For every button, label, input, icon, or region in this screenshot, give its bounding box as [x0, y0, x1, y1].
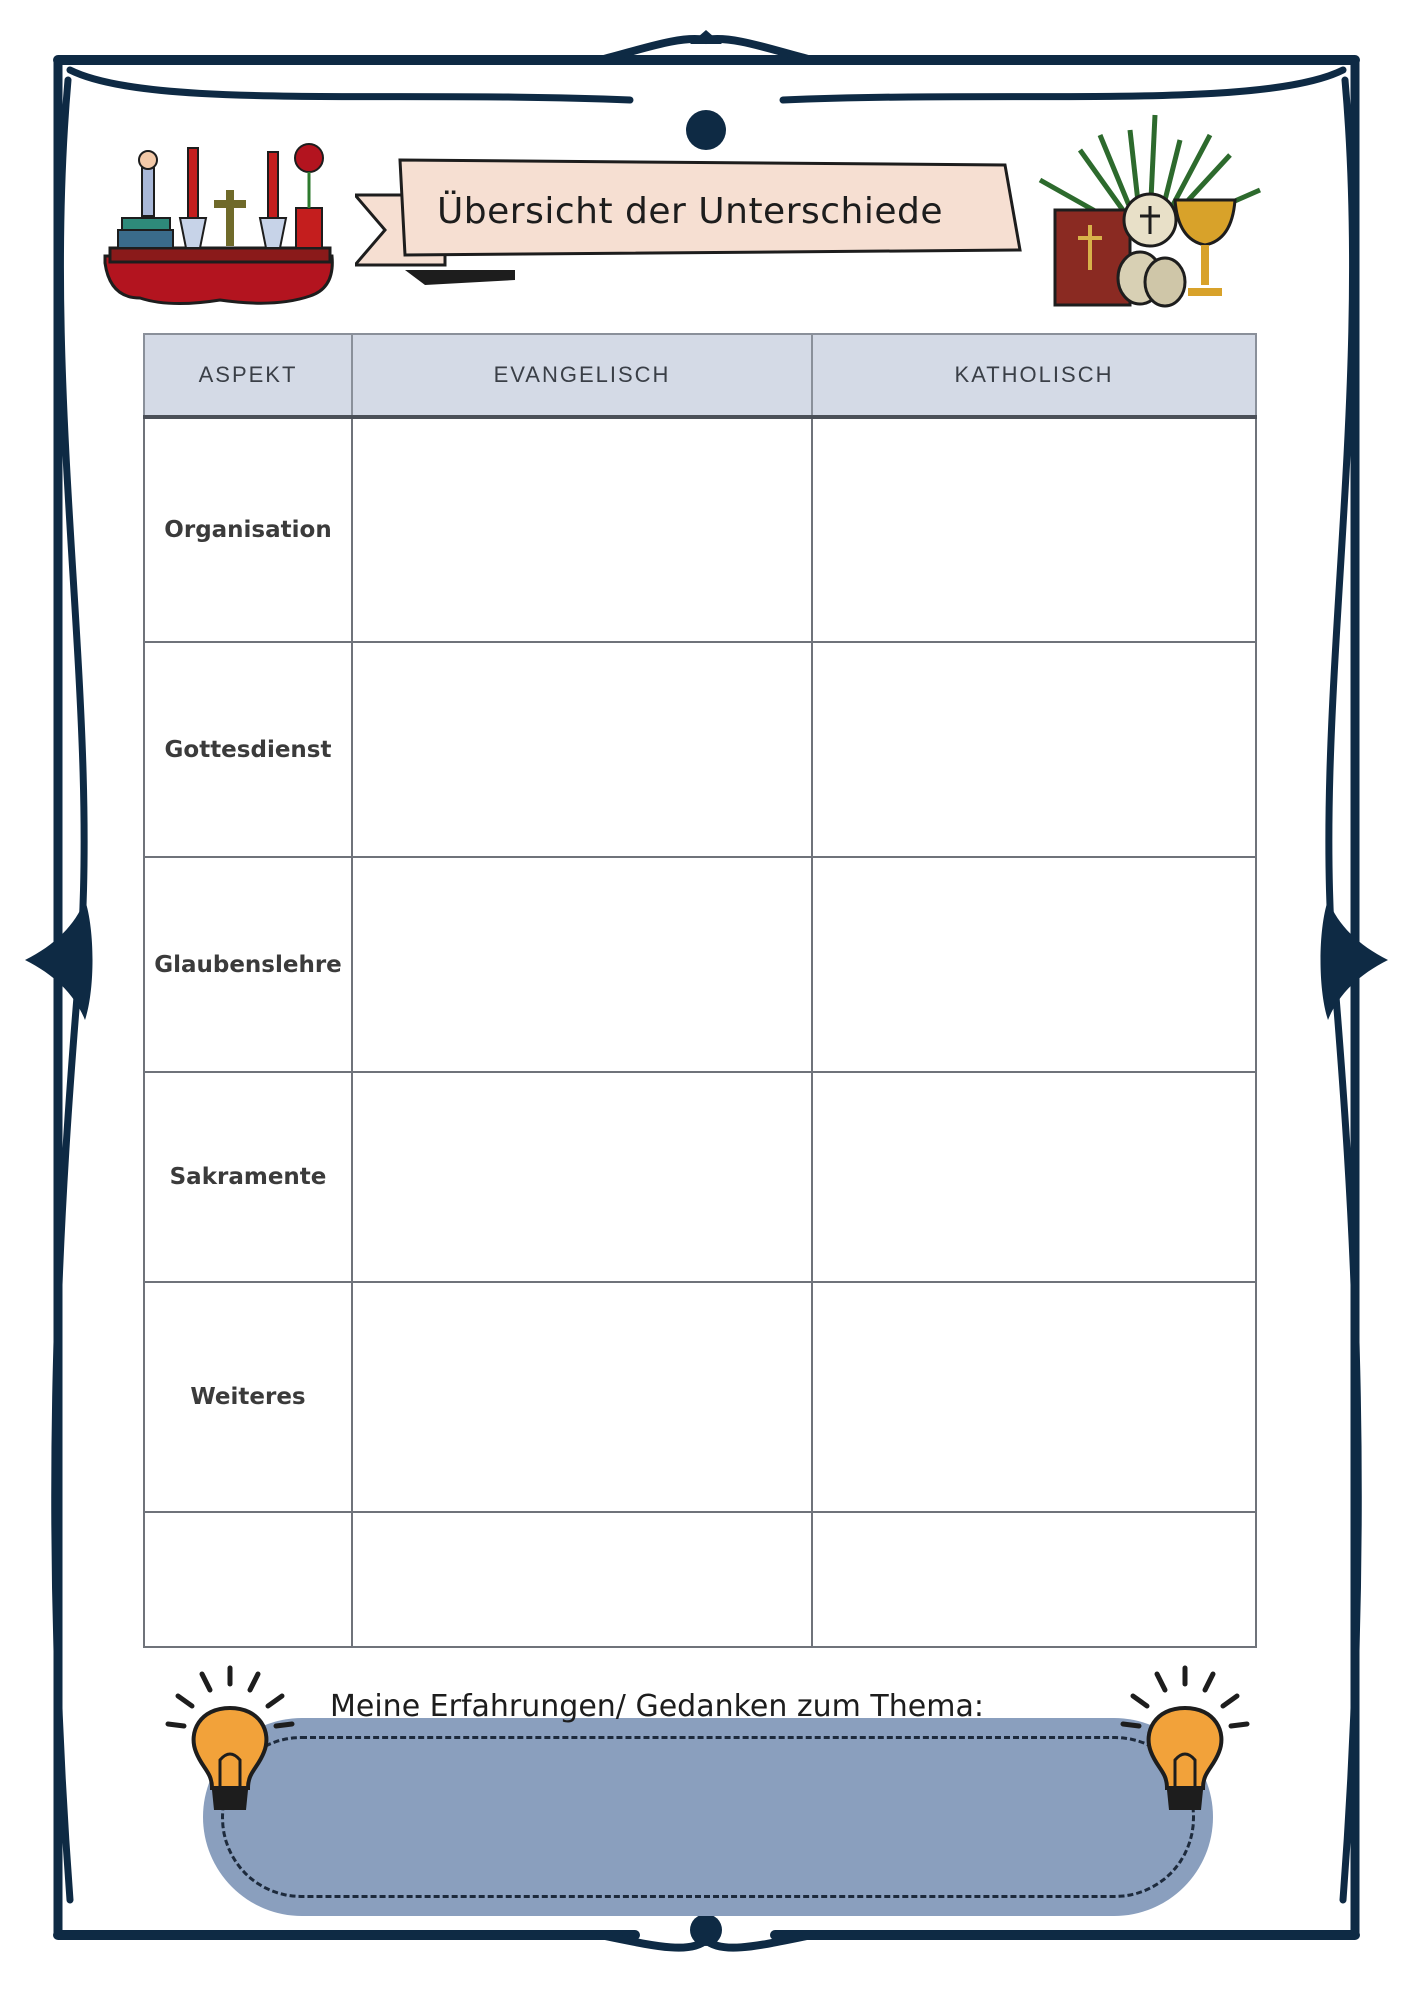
lightbulb-icon — [1115, 1660, 1255, 1815]
table-header-row — [144, 334, 1256, 417]
notes-dashed-border — [221, 1736, 1195, 1898]
table-row — [144, 1072, 1256, 1282]
katholisch-cell[interactable] — [812, 642, 1256, 857]
katholisch-cell[interactable] — [812, 417, 1256, 642]
katholisch-cell[interactable] — [812, 857, 1256, 1072]
notes-label: Meine Erfahrungen/ Gedanken zum Thema: — [330, 1689, 984, 1724]
evangelisch-cell[interactable] — [352, 857, 812, 1072]
evangelisch-cell[interactable] — [352, 417, 812, 642]
bible-chalice-icon — [1020, 110, 1270, 315]
aspect-cell: Organisation — [144, 417, 352, 642]
notes-box[interactable] — [203, 1718, 1213, 1916]
evangelisch-cell[interactable] — [352, 1282, 812, 1512]
table-row — [144, 1512, 1256, 1647]
aspect-cell — [144, 1512, 352, 1647]
aspect-cell: Glaubenslehre — [144, 857, 352, 1072]
aspect-cell: Sakramente — [144, 1072, 352, 1282]
comparison-table — [143, 333, 1257, 1648]
katholisch-cell[interactable] — [812, 1072, 1256, 1282]
aspect-cell: Weiteres — [144, 1282, 352, 1512]
page-title: Übersicht der Unterschiede — [436, 191, 944, 232]
katholisch-cell[interactable] — [812, 1512, 1256, 1647]
table-row — [144, 417, 1256, 642]
table-row — [144, 857, 1256, 1072]
table-row — [144, 1282, 1256, 1512]
altar-candles-icon — [100, 138, 340, 308]
evangelisch-cell[interactable] — [352, 1072, 812, 1282]
header-katholisch: KATHOLISCH — [812, 334, 1256, 417]
evangelisch-cell[interactable] — [352, 642, 812, 857]
header-aspect: ASPEKT — [144, 334, 352, 417]
lightbulb-icon — [160, 1660, 300, 1815]
header-evangelisch: EVANGELISCH — [352, 334, 812, 417]
katholisch-cell[interactable] — [812, 1282, 1256, 1512]
table-row — [144, 642, 1256, 857]
aspect-cell: Gottesdienst — [144, 642, 352, 857]
evangelisch-cell[interactable] — [352, 1512, 812, 1647]
